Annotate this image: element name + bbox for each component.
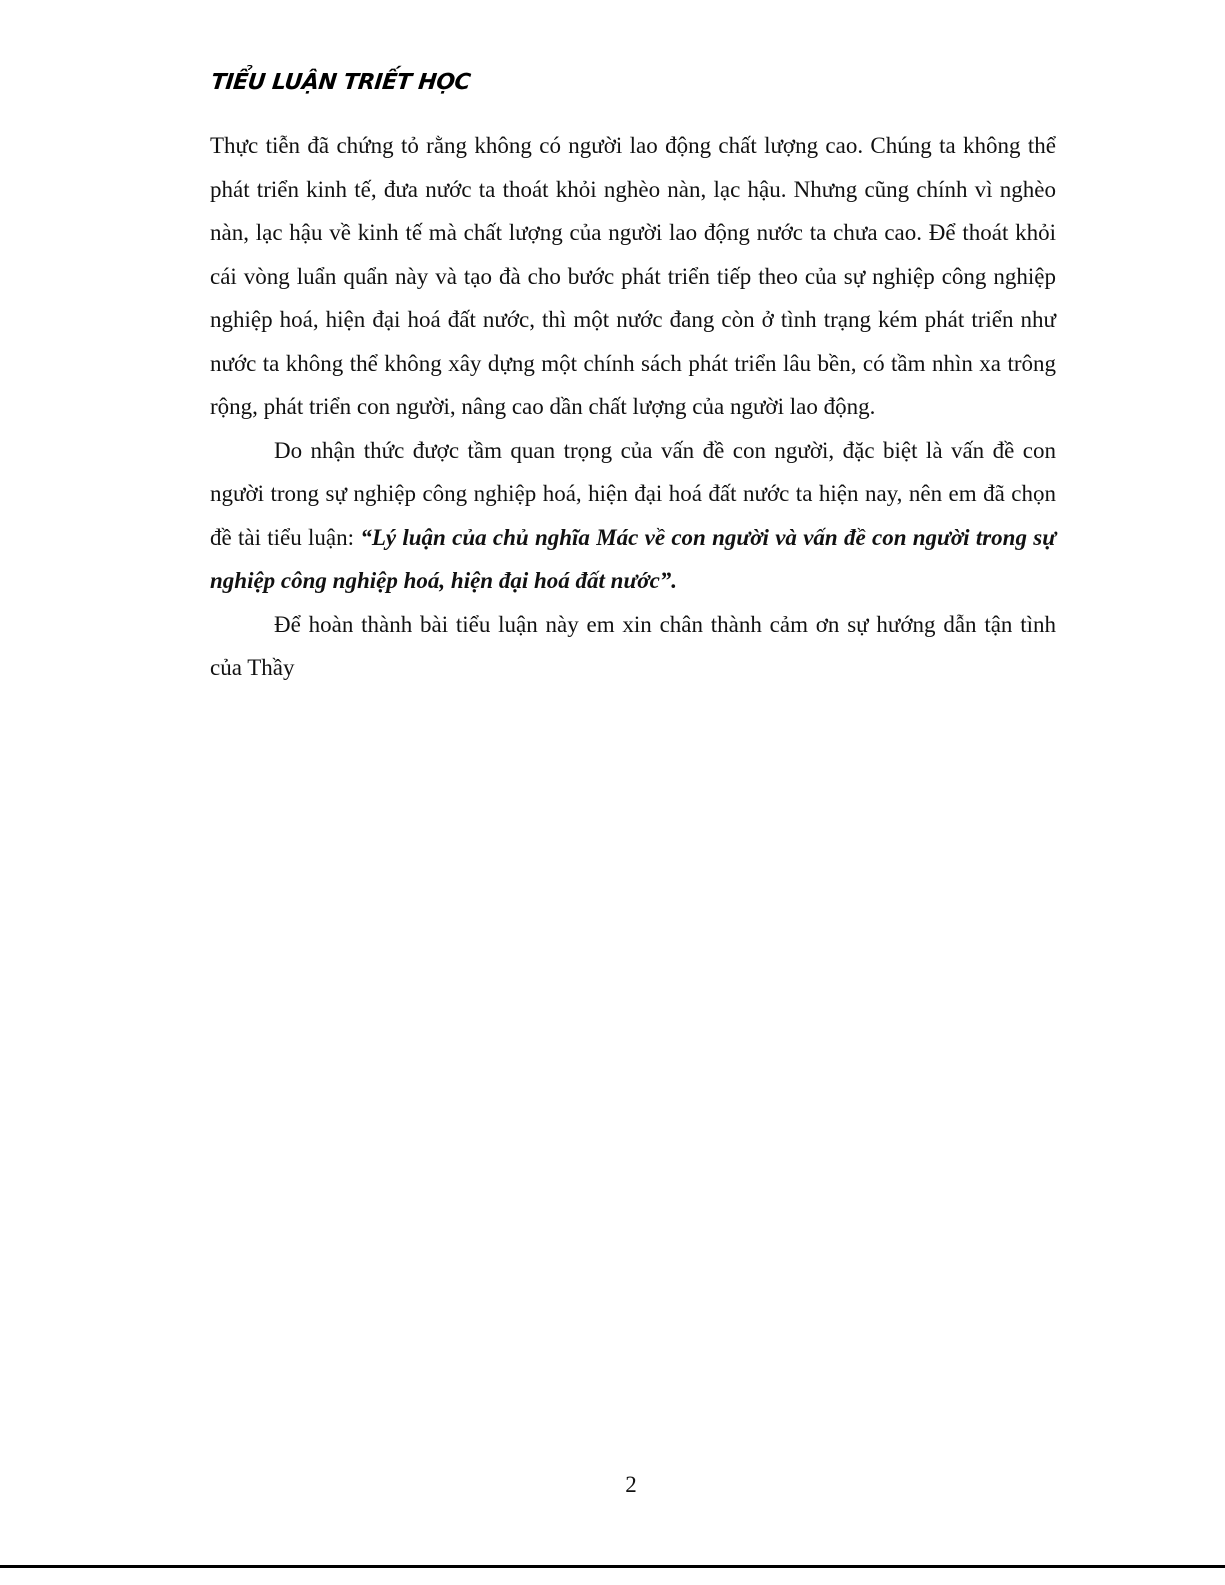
paragraph-1: Thực tiễn đã chứng tỏ rằng không có người lao động chất lượng cao. Chúng ta không thể phát triển kinh tế, đưa nước ta thoát khỏi nghèo nàn, lạc hậu. Nhưng cũng chính vì nghèo nàn, lạc hậu về kinh tế mà chất lượng của người lao động nước ta chưa cao. Để thoát khỏi cái vòng luẩn quẩn này và tạo đà cho bước phát triển tiếp theo của sự nghiệp công nghiệp nghiệp hoá, hiện đại hoá đất nước, thì một nước đang còn ở tình trạng kém phát triển như nước ta không thể không xây dựng một chính sách phát triển lâu bền, có tầm nhìn xa trông rộng, phát triển con người, nâng cao dần chất lượng của người lao động.	[210, 133, 1056, 419]
running-header: TIỂU LUẬN TRIẾT HỌC	[209, 70, 472, 95]
paragraph-2-lead: Do nhận thức được tầm quan trọng của vấn đề con người, đặc biệt là vấn đề con người trong sự nghiệp công nghiệp hoá, hiện đại hoá đất nước ta hiện nay, nên em đã chọn đề tài tiểu luận:	[210, 437, 1056, 550]
paragraph-3: Để hoàn thành bài tiểu luận này em xin chân thành cảm ơn sự hướng dẫn tận tình của Thầy	[210, 611, 1056, 680]
essay-topic: “Lý luận của chủ nghĩa Mác về con người và vấn đề con người trong sự nghiệp công nghiệp hoá, hiện đại hoá đất nước”.	[210, 524, 1056, 593]
page-number: 2	[625, 1472, 637, 1497]
paragraph-2	[210, 429, 1056, 603]
document-body	[210, 124, 1056, 690]
bottom-rule	[0, 1565, 1225, 1568]
